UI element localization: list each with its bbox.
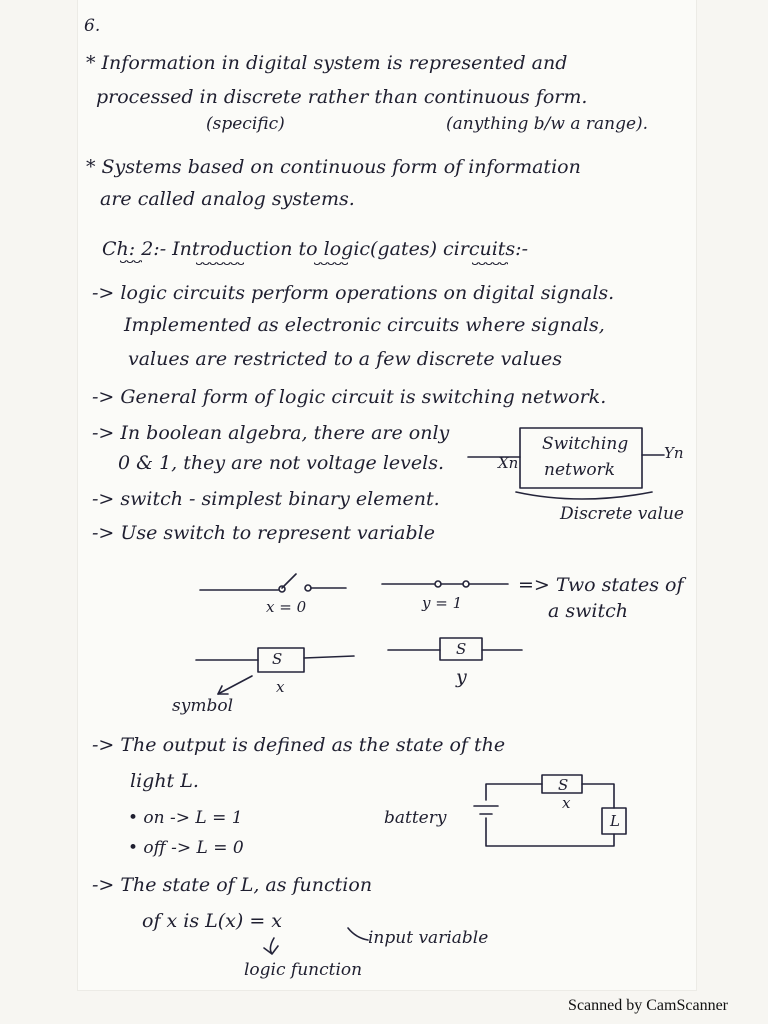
switch-symbol-letter: S xyxy=(272,650,283,668)
note-line: -> General form of logic circuit is switching network. xyxy=(92,386,607,408)
network-box-label: network xyxy=(544,460,616,480)
note-line: * Systems based on continuous form of information xyxy=(86,156,581,178)
note-line: are called analog systems. xyxy=(100,188,355,210)
note-line: • on -> L = 1 xyxy=(128,808,243,828)
switch-states-note: => Two states of xyxy=(518,574,684,596)
note-line: light L. xyxy=(130,770,199,792)
logic-function-annotation: logic function xyxy=(244,960,363,980)
network-caption: Discrete value xyxy=(560,504,684,524)
note-line: -> The output is defined as the state of the xyxy=(92,734,506,756)
note-line: -> Use switch to represent variable xyxy=(92,522,435,544)
switch-symbol-var: x xyxy=(276,678,285,696)
note-annotation: (anything b/w a range). xyxy=(446,114,649,134)
battery-label: battery xyxy=(384,808,447,828)
circuit-switch-label: S xyxy=(558,776,569,794)
note-line: of x is L(x) = x xyxy=(142,910,283,932)
network-input-label: Xn xyxy=(498,454,519,472)
open-switch-label: x = 0 xyxy=(266,598,307,616)
note-line: 0 & 1, they are not voltage levels. xyxy=(118,452,445,474)
note-line: -> In boolean algebra, there are only xyxy=(92,422,450,444)
underline-squiggle xyxy=(472,262,508,268)
network-output-label: Yn xyxy=(664,444,684,462)
note-line: -> switch - simplest binary element. xyxy=(92,488,440,510)
circuit-switch-var: x xyxy=(562,794,571,812)
switch-symbol-var: y xyxy=(456,666,467,688)
lamp-label: L xyxy=(610,812,620,830)
note-line: * Information in digital system is represented and xyxy=(86,52,568,74)
closed-switch-label: y = 1 xyxy=(422,594,463,612)
scanner-watermark: Scanned by CamScanner xyxy=(568,997,728,1014)
chapter-heading: Ch: 2:- Introduction to logic(gates) circuits:- xyxy=(102,238,528,260)
underline-squiggle xyxy=(120,260,142,266)
switch-symbol-letter: S xyxy=(456,640,467,658)
note-line: Implemented as electronic circuits where signals, xyxy=(124,314,605,336)
note-line: values are restricted to a few discrete values xyxy=(128,348,563,370)
underline-squiggle xyxy=(314,262,348,268)
note-line: processed in discrete rather than continuous form. xyxy=(96,86,588,108)
note-line: -> The state of L, as function xyxy=(92,874,373,896)
switch-states-note: a switch xyxy=(548,600,628,622)
note-annotation: (specific) xyxy=(206,114,285,134)
note-line: • off -> L = 0 xyxy=(128,838,244,858)
underline-squiggle xyxy=(196,262,244,268)
input-variable-annotation: input variable xyxy=(368,928,489,948)
network-box-label: Switching xyxy=(542,434,629,454)
page-number: 6. xyxy=(84,16,101,36)
symbol-caption: symbol xyxy=(172,696,234,716)
note-line: -> logic circuits perform operations on digital signals. xyxy=(92,282,615,304)
